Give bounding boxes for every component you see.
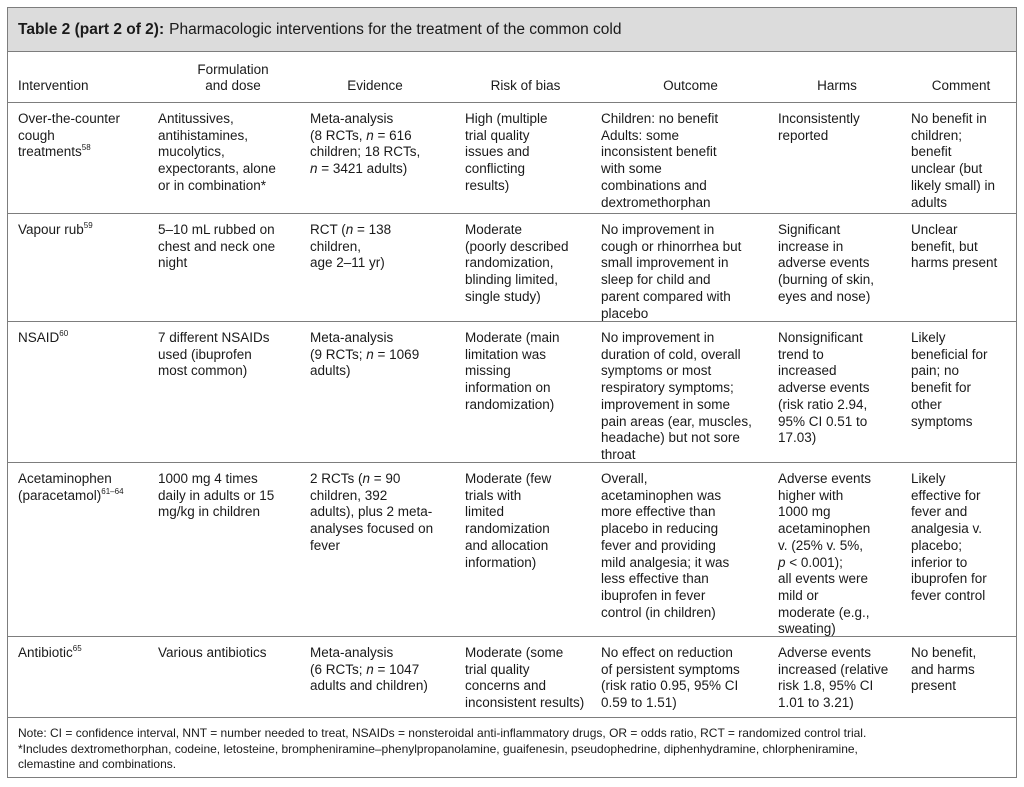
cell-evidence: Meta-analysis (6 RCTs; n = 1047 adults and children) <box>310 645 428 694</box>
header-intervention: Intervention <box>18 78 89 93</box>
cell-risk-of-bias: Moderate (main limitation was missing information on randomization) <box>465 330 560 412</box>
cell-outcome: Children: no benefit Adults: some inconsistent benefit with some combinations and dextromethorphan <box>601 111 719 210</box>
footnote-abbreviations: Note: CI = confidence interval, NNT = number needed to treat, NSAIDs = nonsteroidal anti-inflammatory drugs, OR = odds ratio, RCT = randomized control trial. <box>18 726 867 740</box>
table-row <box>8 637 1016 718</box>
cell-formulation: Antitussives, antihistamines, mucolytics, expectorants, alone or in combination* <box>158 111 276 193</box>
table-body <box>8 52 1016 718</box>
header-outcome: Outcome <box>663 78 718 93</box>
cell-risk-of-bias: Moderate (some trial quality concerns and inconsistent results) <box>465 645 585 711</box>
cell-intervention <box>18 330 158 347</box>
table-row <box>8 103 1016 214</box>
cell-formulation: 7 different NSAIDs used (ibuprofen most common) <box>158 330 270 379</box>
cell-comment: No benefit, and harms present <box>911 645 977 694</box>
table-title-label: Table 2 (part 2 of 2): <box>18 20 165 38</box>
reference-superscript: 58 <box>81 143 91 153</box>
intervention-text: Over-the-counter cough treatments <box>18 111 121 160</box>
cell-formulation: 1000 mg 4 times daily in adults or 15 mg/kg in children <box>158 471 275 520</box>
cell-outcome: Overall, acetaminophen was more effective than placebo in reducing fever and providing mild analgesia; it was less effective than ibuprofen in fever control (in children) <box>601 471 730 620</box>
footnote-includes: *Includes dextromethorphan, codeine, letosteine, brompheniramine–phenylpropanolamine, guaifenesin, pseudophedrine, diphenhydramine, chlorpheniramine, clemastine and combinations. <box>18 741 858 771</box>
cell-formulation: 5–10 mL rubbed on chest and neck one night <box>158 222 276 271</box>
cell-intervention <box>18 222 158 239</box>
cell-evidence: Meta-analysis (8 RCTs, n = 616 children; 18 RCTs, n = 3421 adults) <box>310 111 421 177</box>
intervention-text: Antibiotic <box>18 645 73 660</box>
reference-superscript: 60 <box>59 329 69 338</box>
intervention-text: NSAID <box>18 330 60 345</box>
reference-superscript: 61–64 <box>101 486 124 496</box>
cell-outcome: No improvement in cough or rhinorrhea but small improvement in sleep for child and parent compared with placebo <box>601 222 742 321</box>
table-footnote <box>8 718 1016 773</box>
table-row <box>8 214 1016 322</box>
cell-comment: No benefit in children; benefit unclear (but likely small) in adults <box>911 111 996 210</box>
table-title <box>8 8 1016 52</box>
cell-risk-of-bias: Moderate (poorly described randomization, blinding limited, single study) <box>465 222 569 304</box>
cell-evidence: RCT (n = 138 children, age 2–11 yr) <box>310 222 392 271</box>
table-row <box>8 463 1016 637</box>
cell-outcome: No improvement in duration of cold, overall symptoms or most respiratory symptoms; improvement in some pain areas (ear, muscles, headache) but not sore throat <box>601 330 752 462</box>
table-row <box>8 322 1016 463</box>
table-frame <box>7 7 1017 778</box>
reference-superscript: 59 <box>83 221 93 230</box>
reference-superscript: 65 <box>72 644 82 653</box>
cell-intervention <box>18 471 158 504</box>
header-evidence: Evidence <box>347 78 403 93</box>
header-formulation: Formulation and dose <box>197 62 269 93</box>
cell-comment: Unclear benefit, but harms present <box>911 222 998 271</box>
cell-risk-of-bias: High (multiple trial quality issues and conflicting results) <box>465 111 548 193</box>
cell-harms: Nonsignificant trend to increased adverse events (risk ratio 2.94, 95% CI 0.51 to 17.03) <box>778 330 870 446</box>
cell-harms: Adverse events increased (relative risk 1.8, 95% CI 1.01 to 3.21) <box>778 645 889 711</box>
cell-harms: Significant increase in adverse events (burning of skin, eyes and nose) <box>778 222 875 304</box>
table-title-text: Pharmacologic interventions for the treatment of the common cold <box>169 20 622 38</box>
cell-harms: Inconsistently reported <box>778 111 860 143</box>
cell-risk-of-bias: Moderate (few trials with limited randomization and allocation information) <box>465 471 552 570</box>
cell-evidence: Meta-analysis (9 RCTs; n = 1069 adults) <box>310 330 420 379</box>
cell-outcome: No effect on reduction of persistent symptoms (risk ratio 0.95, 95% CI 0.59 to 1.51) <box>601 645 740 711</box>
header-comment: Comment <box>931 78 991 93</box>
table-header-row <box>8 52 1016 103</box>
cell-comment: Likely effective for fever and analgesia v. placebo; inferior to ibuprofen for fever control <box>911 471 987 603</box>
intervention-text: Vapour rub <box>18 222 84 237</box>
cell-intervention <box>18 111 158 161</box>
header-risk-of-bias: Risk of bias <box>490 78 561 93</box>
cell-evidence: 2 RCTs (n = 90 children, 392 adults), plus 2 meta- analyses focused on fever <box>310 471 434 553</box>
header-harms: Harms <box>817 78 857 93</box>
cell-comment: Likely beneficial for pain; no benefit for other symptoms <box>911 330 988 429</box>
intervention-text: Acetaminophen (paracetamol) <box>18 471 112 503</box>
cell-harms: Adverse events higher with 1000 mg acetaminophen v. (25% v. 5%, p < 0.001); all events were mild or moderate (e.g., sweating) <box>778 471 872 637</box>
cell-formulation: Various antibiotics <box>158 645 267 660</box>
cell-intervention <box>18 645 158 662</box>
